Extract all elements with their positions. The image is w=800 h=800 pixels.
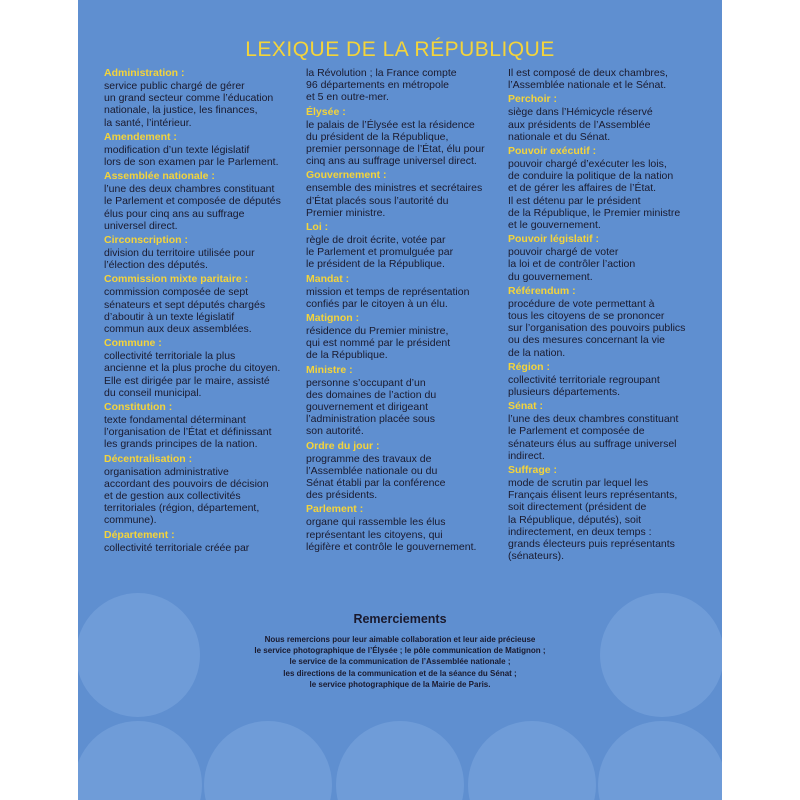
lexicon-term: Loi :	[306, 221, 329, 234]
lexicon-definition: pouvoir chargé de voter la loi et de contrôler l’action du gouvernement.	[508, 246, 636, 283]
lexicon-term: Ordre du jour :	[306, 439, 380, 452]
lexicon-term: Circonscription :	[104, 234, 189, 247]
lexicon-entry	[104, 453, 304, 527]
lexicon-entry	[306, 106, 506, 168]
decorative-circle	[78, 721, 202, 800]
lexicon-definition: organisation administrative accordant des pouvoirs de décision et de gestion aux collectivités territoriales (région, département, commune).	[104, 465, 269, 527]
lexicon-definition: siège dans l’Hémicycle réservé aux présidents de l’Assemblée nationale et du Sénat.	[508, 106, 653, 143]
lexicon-entry	[306, 440, 506, 502]
lexicon-definition: organe qui rassemble les élus représentant les citoyens, qui légifère et contrôle le gouvernement.	[306, 516, 477, 553]
lexicon-definition: programme des travaux de l’Assemblée nationale ou du Sénat établi par la conférence des présidents.	[306, 452, 446, 502]
lexicon-entry	[508, 233, 708, 283]
page-title: LEXIQUE DE LA RÉPUBLIQUE	[245, 38, 555, 61]
decorative-circle	[336, 721, 464, 800]
lexicon-definition: service public chargé de gérer un grand secteur comme l’éducation nationale, la justice, les finances, la santé, l’intérieur.	[104, 80, 274, 129]
lexicon-entry	[104, 131, 304, 168]
lexicon-term: Élysée :	[306, 105, 346, 118]
lexicon-term: Pouvoir législatif :	[508, 233, 600, 246]
lexicon-entry	[104, 529, 304, 554]
lexicon-term: Ministre :	[306, 363, 353, 376]
lexicon-entry	[508, 400, 708, 462]
lexicon-definition: collectivité territoriale créée par	[104, 541, 250, 554]
lexicon-entry	[104, 337, 304, 399]
lexicon-term: Perchoir :	[508, 93, 558, 106]
lexicon-definition: l’une des deux chambres constituant le Parlement et composée de sénateurs élus au suffrage universel indirect.	[508, 413, 679, 462]
lexicon-term: Gouvernement :	[306, 169, 387, 182]
lexicon-term: Pouvoir exécutif :	[508, 145, 597, 158]
lexicon-entry	[508, 464, 708, 562]
lexicon-term: Mandat :	[306, 272, 350, 285]
lexicon-term: Amendement :	[104, 130, 177, 143]
lexicon-definition: modification d’un texte législatif lors de son examen par le Parlement.	[104, 143, 279, 169]
decorative-circle	[598, 721, 722, 800]
lexicon-term: Sénat :	[508, 400, 544, 413]
lexicon-definition: Il est composé de deux chambres, l’Assemblée nationale et le Sénat.	[508, 67, 668, 92]
decorative-circle	[204, 721, 332, 800]
lexicon-term: Administration :	[104, 67, 185, 79]
lexicon-term: Suffrage :	[508, 464, 558, 477]
lexicon-definition: commission composée de sept sénateurs et sept députés chargés d’aboutir à un texte législatif commun aux deux assemblées.	[104, 286, 266, 336]
lexicon-term: Commune :	[104, 337, 162, 350]
lexicon-entry	[104, 234, 304, 271]
lexicon-entry	[306, 221, 506, 271]
lexicon-definition: procédure de vote permettant à tous les citoyens de se prononcer sur l’organisation des pouvoirs publics ou des mesures concernant la vie de la nation.	[508, 297, 686, 359]
lexicon-column-3	[508, 67, 708, 565]
lexicon-definition: division du territoire utilisée pour l’élection des députés.	[104, 247, 255, 272]
lexicon-definition: la Révolution ; la France compte 96 départements en métropole et 5 en outre-mer.	[306, 67, 457, 104]
lexicon-definition: résidence du Premier ministre, qui est nommé par le président de la République.	[306, 325, 451, 362]
lexicon-definition: l’une des deux chambres constituant le Parlement et composée de députés élus pour cinq ans au suffrage universel direct.	[104, 183, 281, 232]
lexicon-entry	[508, 145, 708, 231]
decorative-circle	[468, 721, 596, 800]
lexicon-definition: mission et temps de représentation confiés par le citoyen à un élu.	[306, 285, 470, 310]
lexicon-definition: règle de droit écrite, votée par le Parlement et promulguée par le président de la République.	[306, 234, 454, 271]
lexicon-page	[78, 0, 722, 800]
lexicon-term: Décentralisation :	[104, 452, 193, 465]
lexicon-entry	[508, 93, 708, 143]
lexicon-definition: mode de scrutin par lequel les Français élisent leurs représentants, soit directement (président de la République, députés), soit indirectement, en deux temps : grands électeurs puis représentants (sénateurs).	[508, 477, 678, 563]
lexicon-term: Département :	[104, 528, 175, 541]
lexicon-entry	[508, 361, 708, 398]
lexicon-term: Parlement :	[306, 503, 364, 516]
lexicon-definition: ensemble des ministres et secrétaires d’État placés sous l’autorité du Premier ministre.	[306, 182, 483, 219]
lexicon-term: Région :	[508, 360, 550, 373]
lexicon-definition: personne s’occupant d’un des domaines de l’action du gouvernement et dirigeant l’administration placée sous son autorité.	[306, 376, 437, 438]
lexicon-definition: collectivité territoriale regroupant plusieurs départements.	[508, 373, 660, 399]
lexicon-entry	[104, 67, 304, 129]
acknowledgements-text: Nous remercions pour leur aimable collaboration et leur aide précieuse le service photographique de l’Élysée ; le pôle communication de Matignon ; le service de la communication de l’Assemblée nationale ; les directions de la communication et de la séance du Sénat ; le service photographique de la Mairie de Paris.	[254, 635, 546, 689]
acknowledgements-title: Remerciements	[353, 612, 447, 626]
lexicon-column-1	[104, 67, 304, 556]
lexicon-definition: pouvoir chargé d’exécuter les lois, de conduire la politique de la nation et de gérer les affaires de l’État. Il est détenu par le président de la République, le Premier ministre et le gouvernement.	[508, 158, 681, 232]
lexicon-term: Commission mixte paritaire :	[104, 273, 249, 286]
lexicon-term: Constitution :	[104, 401, 173, 414]
lexicon-entry	[306, 364, 506, 438]
lexicon-term: Matignon :	[306, 312, 360, 325]
lexicon-entry	[306, 312, 506, 362]
lexicon-entry	[508, 67, 708, 91]
lexicon-entry	[306, 503, 506, 553]
lexicon-definition: le palais de l’Élysée est la résidence du président de la République, premier personnage de l’État, élu pour cinq ans au suffrage universel direct.	[306, 118, 485, 168]
lexicon-entry	[306, 169, 506, 219]
lexicon-term: Assemblée nationale :	[104, 170, 215, 183]
lexicon-entry	[508, 285, 708, 359]
lexicon-entry	[104, 170, 304, 232]
lexicon-entry	[306, 273, 506, 310]
lexicon-definition: texte fondamental déterminant l’organisation de l’État et définissant les grands principes de la nation.	[104, 414, 272, 451]
lexicon-column-2	[306, 67, 506, 555]
lexicon-definition: collectivité territoriale la plus ancienne et la plus proche du citoyen. Elle est dirigée par le maire, assisté du conseil municipal.	[104, 350, 281, 399]
lexicon-entry	[104, 273, 304, 335]
lexicon-entry	[104, 401, 304, 451]
lexicon-term: Référendum :	[508, 284, 576, 297]
lexicon-entry	[306, 67, 506, 104]
